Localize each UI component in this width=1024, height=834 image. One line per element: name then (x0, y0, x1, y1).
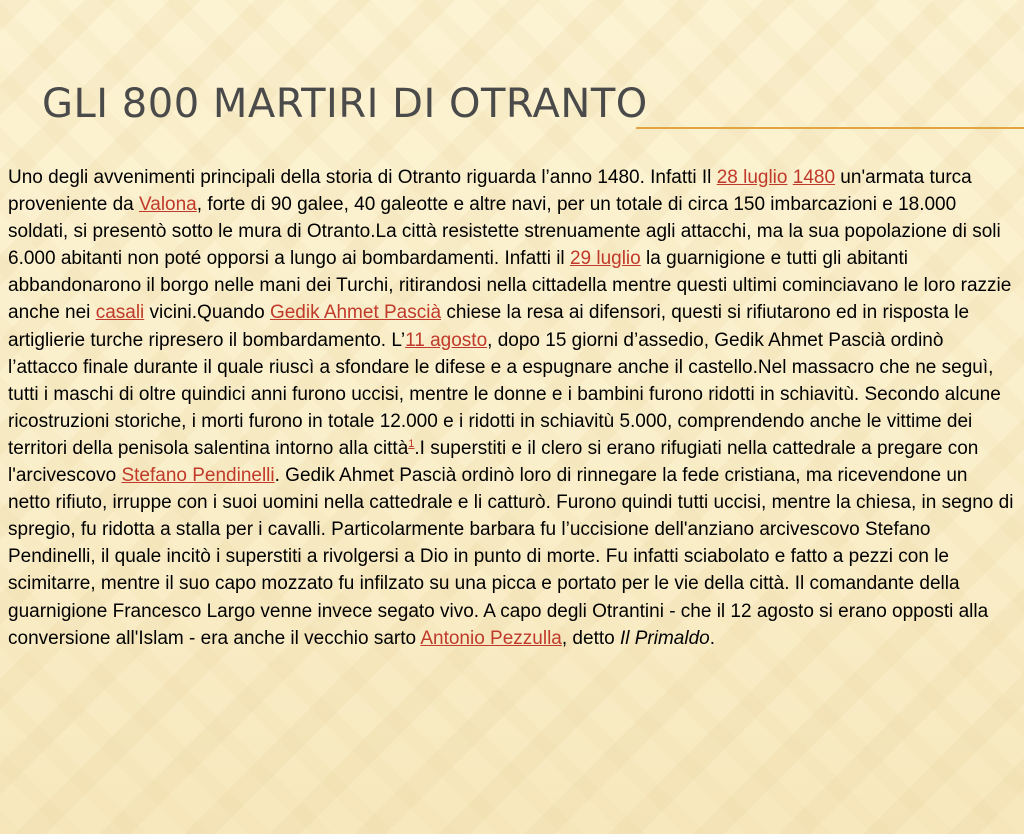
text-run: , detto (561, 627, 620, 649)
text-run: .I superstiti e il clero si erano rifugiati nella cattedrale a pregare con l'arcivescovo (8, 437, 979, 487)
text-run: , forte di 90 galee, 40 galeotte e altre navi, per un totale di circa 150 imbarcazioni e 18.000 soldati, si presentò sotto le mura di Otranto.La città resistette strenuamente agli attacchi, ma la sua popolazione di soli 6.000 abitanti non poté opporsi a lungo ai bombardamenti. Infatti il (8, 194, 1001, 270)
footnote-link[interactable]: 1 (408, 437, 415, 450)
italic-nickname: Il Primaldo (619, 627, 710, 649)
link-1480[interactable]: 1480 (792, 167, 836, 188)
link-28-luglio[interactable]: 28 luglio (716, 167, 788, 188)
title-underline-rule (636, 127, 1024, 129)
text-run: vicini.Quando (144, 302, 270, 324)
link-29-luglio[interactable]: 29 luglio (569, 248, 641, 270)
text-run: . Gedik Ahmet Pascià ordinò loro di rinnegare la fede cristiana, ma ricevendone un netto rifiuto, irruppe con i suoi uomini nella cattedrale e li catturò. Furono quindi tutti uccisi, mentre la chiesa, in segno di spregio, fu ridotta a stalla per i cavalli. Particolarmente barbara fu l’uccisione dell'anziano arcivescovo Stefano Pendinelli, il quale incitò i superstiti a rivolgersi a Dio in punto di morte. Fu infatti sciabolato e fatto a pezzi con le scimitarre, mentre il suo capo mozzato fu infilzato su una picca e portato per le vie della città. Il comandante della guarnigione Francesco Largo venne invece segato vivo. A capo degli Otrantini - che il 12 agosto si erano opposti alla conversione all'Islam - era anche il vecchio sarto (8, 465, 1014, 649)
text-run: , dopo 15 giorni d’assedio, Gedik Ahmet Pascià ordinò l’attacco finale durante il quale riuscì a sfondare le difese e a espugnare anche il castello.Nel massacro che ne seguì, tutti i maschi di oltre quindici anni furono uccisi, mentre le donne e i bambini furono ridotti in schiavitù. Secondo alcune ricostruzioni storiche, i morti furono in totale 12.000 e i ridotti in schiavitù 5.000, comprendendo anche le vittime dei territori della penisola salentina intorno alla città (8, 329, 1001, 459)
text-run: un'armata turca proveniente da (8, 167, 972, 216)
link-valona[interactable]: Valona (139, 194, 197, 216)
slide-title: GLI 800 MARTIRI DI OTRANTO (42, 81, 648, 127)
link-antonio-pezzulla[interactable]: Antonio Pezzulla (420, 627, 562, 649)
link-stefano-pendinelli[interactable]: Stefano Pendinelli (121, 465, 275, 487)
text-run: chiese la resa ai difensori, questi si rifiutarono ed in risposta le artiglierie turche ripresero il bombardamento. L’ (8, 302, 970, 351)
text-run: la guarnigione e tutti gli abitanti abbandonarono il borgo nelle mani dei Turchi, ritirandosi nella cittadella mentre questi ultimi cominciavano le loro razzie anche nei (8, 248, 1012, 324)
body-paragraph (8, 164, 1014, 652)
link-casali[interactable]: casali (95, 302, 145, 324)
text-run: Uno degli avvenimenti principali della storia di Otranto riguarda l’anno 1480. Infatti Il (8, 167, 717, 188)
link-gedik-ahmet-pascia[interactable]: Gedik Ahmet Pascià (269, 302, 442, 324)
text-run: . (709, 627, 716, 649)
link-11-agosto[interactable]: 11 agosto (405, 329, 488, 351)
